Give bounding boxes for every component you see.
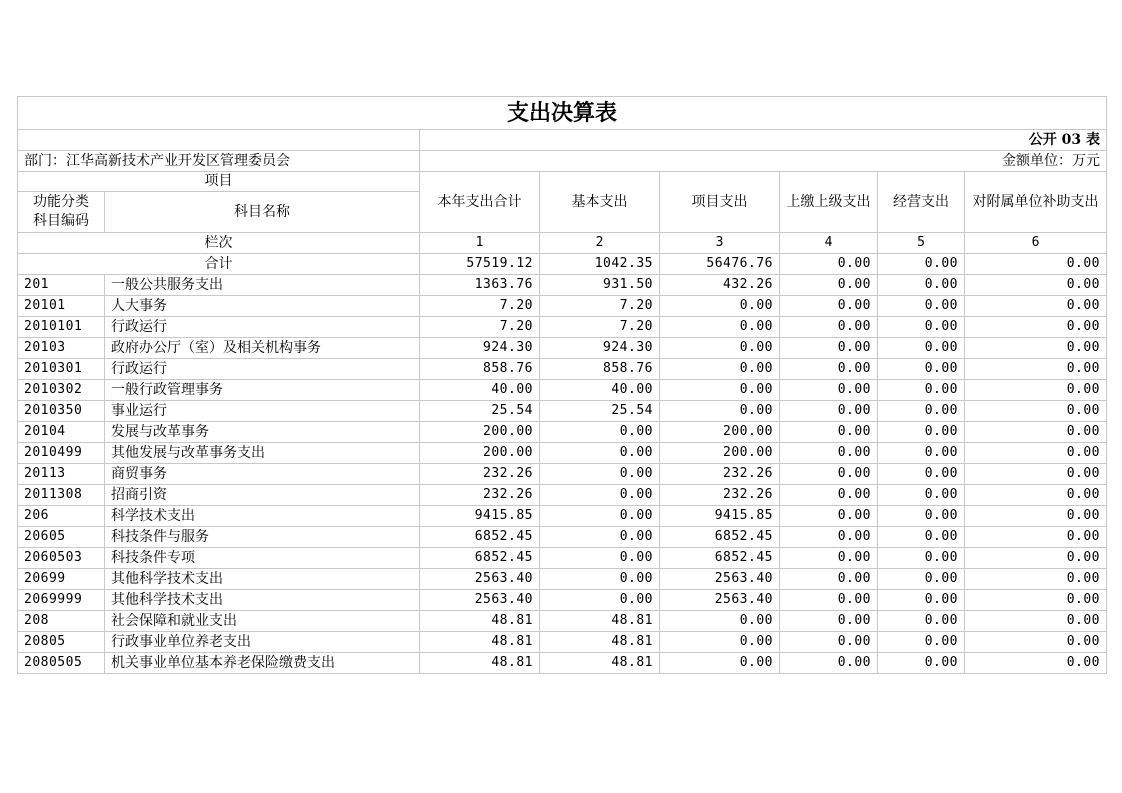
total-row (18, 254, 1107, 275)
col-header-remit-superior: 上缴上级支出 (780, 172, 878, 233)
row-value: 2563.40 (420, 569, 540, 590)
row-value: 0.00 (965, 380, 1107, 401)
row-value: 200.00 (660, 422, 780, 443)
row-code: 2010302 (18, 380, 105, 401)
row-value: 7.20 (540, 317, 660, 338)
department-label: 部门：江华高新技术产业开发区管理委员会 (18, 151, 420, 172)
row-value: 0.00 (780, 611, 878, 632)
row-value: 0.00 (780, 296, 878, 317)
table-row (18, 317, 1107, 338)
row-value: 48.81 (420, 632, 540, 653)
total-value: 56476.76 (660, 254, 780, 275)
row-value: 0.00 (878, 443, 965, 464)
table-row (18, 506, 1107, 527)
row-code: 20699 (18, 569, 105, 590)
row-value: 48.81 (420, 653, 540, 674)
seq-number: 1 (420, 233, 540, 254)
row-value: 0.00 (965, 548, 1107, 569)
row-value: 0.00 (965, 569, 1107, 590)
row-value: 7.20 (420, 317, 540, 338)
row-name: 其他科学技术支出 (105, 590, 420, 611)
row-name: 科学技术支出 (105, 506, 420, 527)
row-value: 40.00 (420, 380, 540, 401)
row-name: 招商引资 (105, 485, 420, 506)
code-header: 功能分类 科目编码 (18, 192, 105, 233)
row-value: 0.00 (878, 380, 965, 401)
table-row (18, 380, 1107, 401)
row-name: 一般行政管理事务 (105, 380, 420, 401)
row-value: 48.81 (540, 632, 660, 653)
row-value: 6852.45 (420, 548, 540, 569)
row-value: 0.00 (878, 401, 965, 422)
row-value: 0.00 (878, 569, 965, 590)
table-row (18, 611, 1107, 632)
row-name: 科技条件专项 (105, 548, 420, 569)
row-value: 0.00 (965, 443, 1107, 464)
table-row (18, 338, 1107, 359)
col-header-project: 项目支出 (660, 172, 780, 233)
doc-number: 公开 03 表 (420, 130, 1107, 151)
total-value: 1042.35 (540, 254, 660, 275)
row-code: 2069999 (18, 590, 105, 611)
row-value: 6852.45 (420, 527, 540, 548)
table-row (18, 401, 1107, 422)
row-value: 0.00 (780, 401, 878, 422)
row-value: 0.00 (540, 569, 660, 590)
row-value: 0.00 (878, 317, 965, 338)
row-value: 2563.40 (660, 569, 780, 590)
total-label: 合计 (18, 254, 420, 275)
row-value: 6852.45 (660, 527, 780, 548)
total-value: 0.00 (878, 254, 965, 275)
row-name: 政府办公厅（室）及相关机构事务 (105, 338, 420, 359)
table-title: 支出决算表 (18, 97, 1107, 130)
row-value: 0.00 (878, 611, 965, 632)
row-value: 0.00 (878, 590, 965, 611)
col-header-basic: 基本支出 (540, 172, 660, 233)
row-code: 20103 (18, 338, 105, 359)
row-code: 206 (18, 506, 105, 527)
row-value: 0.00 (878, 485, 965, 506)
expenditure-table (17, 96, 1107, 674)
row-value: 0.00 (780, 317, 878, 338)
row-name: 其他发展与改革事务支出 (105, 443, 420, 464)
row-name: 机关事业单位基本养老保险缴费支出 (105, 653, 420, 674)
row-value: 931.50 (540, 275, 660, 296)
row-value: 0.00 (540, 464, 660, 485)
row-value: 232.26 (660, 464, 780, 485)
row-value: 7.20 (540, 296, 660, 317)
row-code: 20101 (18, 296, 105, 317)
row-value: 0.00 (540, 443, 660, 464)
row-value: 0.00 (965, 275, 1107, 296)
row-value: 0.00 (878, 275, 965, 296)
row-code: 2010301 (18, 359, 105, 380)
row-value: 2563.40 (420, 590, 540, 611)
row-value: 0.00 (540, 506, 660, 527)
row-value: 0.00 (780, 422, 878, 443)
row-value: 0.00 (965, 506, 1107, 527)
row-name: 行政运行 (105, 359, 420, 380)
row-value: 0.00 (965, 611, 1107, 632)
row-value: 48.81 (540, 653, 660, 674)
row-value: 0.00 (780, 590, 878, 611)
row-name: 发展与改革事务 (105, 422, 420, 443)
row-value: 232.26 (420, 485, 540, 506)
row-value: 0.00 (965, 464, 1107, 485)
row-value: 432.26 (660, 275, 780, 296)
row-name: 行政事业单位养老支出 (105, 632, 420, 653)
row-name: 科技条件与服务 (105, 527, 420, 548)
row-value: 0.00 (878, 653, 965, 674)
row-value: 0.00 (660, 338, 780, 359)
row-name: 行政运行 (105, 317, 420, 338)
seq-number: 3 (660, 233, 780, 254)
table-row (18, 632, 1107, 653)
table-row (18, 422, 1107, 443)
row-code: 2010101 (18, 317, 105, 338)
row-value: 0.00 (965, 422, 1107, 443)
row-value: 0.00 (965, 485, 1107, 506)
row-code: 2060503 (18, 548, 105, 569)
row-value: 0.00 (780, 338, 878, 359)
row-value: 0.00 (780, 485, 878, 506)
table-row (18, 464, 1107, 485)
row-name: 一般公共服务支出 (105, 275, 420, 296)
row-value: 200.00 (660, 443, 780, 464)
row-value: 0.00 (780, 653, 878, 674)
row-value: 0.00 (540, 527, 660, 548)
total-value: 57519.12 (420, 254, 540, 275)
row-name: 事业运行 (105, 401, 420, 422)
row-code: 20104 (18, 422, 105, 443)
total-value: 0.00 (965, 254, 1107, 275)
row-value: 0.00 (878, 632, 965, 653)
row-value: 0.00 (660, 296, 780, 317)
table-row (18, 548, 1107, 569)
row-value: 0.00 (878, 548, 965, 569)
row-value: 0.00 (780, 275, 878, 296)
row-value: 2563.40 (660, 590, 780, 611)
table-row (18, 569, 1107, 590)
row-code: 2080505 (18, 653, 105, 674)
row-value: 0.00 (965, 317, 1107, 338)
row-value: 0.00 (540, 485, 660, 506)
row-value: 0.00 (660, 380, 780, 401)
row-value: 858.76 (540, 359, 660, 380)
table-row (18, 296, 1107, 317)
row-value: 0.00 (965, 590, 1107, 611)
amount-unit: 金额单位：万元 (420, 151, 1107, 172)
row-code: 2010499 (18, 443, 105, 464)
table-row (18, 590, 1107, 611)
row-code: 2011308 (18, 485, 105, 506)
row-value: 0.00 (660, 611, 780, 632)
row-value: 0.00 (878, 338, 965, 359)
row-value: 924.30 (540, 338, 660, 359)
row-value: 0.00 (878, 464, 965, 485)
row-value: 0.00 (540, 548, 660, 569)
row-value: 0.00 (780, 548, 878, 569)
seq-number: 4 (780, 233, 878, 254)
row-value: 7.20 (420, 296, 540, 317)
row-code: 20805 (18, 632, 105, 653)
table-row (18, 485, 1107, 506)
name-header: 科目名称 (105, 192, 420, 233)
row-value: 200.00 (420, 422, 540, 443)
row-value: 0.00 (965, 632, 1107, 653)
row-value: 0.00 (780, 506, 878, 527)
row-value: 0.00 (878, 422, 965, 443)
row-value: 0.00 (540, 590, 660, 611)
col-header-subsidy: 对附属单位补助支出 (965, 172, 1107, 233)
row-value: 25.54 (420, 401, 540, 422)
row-value: 0.00 (965, 296, 1107, 317)
table-row (18, 275, 1107, 296)
table-row (18, 359, 1107, 380)
row-value: 924.30 (420, 338, 540, 359)
seq-number: 6 (965, 233, 1107, 254)
row-value: 0.00 (878, 527, 965, 548)
row-value: 0.00 (965, 401, 1107, 422)
table-row (18, 443, 1107, 464)
row-code: 2010350 (18, 401, 105, 422)
row-value: 0.00 (660, 317, 780, 338)
row-value: 0.00 (780, 527, 878, 548)
row-value: 0.00 (780, 359, 878, 380)
row-value: 200.00 (420, 443, 540, 464)
row-value: 0.00 (780, 569, 878, 590)
total-value: 0.00 (780, 254, 878, 275)
row-name: 人大事务 (105, 296, 420, 317)
row-value: 25.54 (540, 401, 660, 422)
row-value: 0.00 (780, 380, 878, 401)
row-value: 0.00 (965, 527, 1107, 548)
row-value: 0.00 (540, 422, 660, 443)
row-value: 0.00 (780, 464, 878, 485)
row-value: 40.00 (540, 380, 660, 401)
row-value: 0.00 (965, 359, 1107, 380)
row-code: 20113 (18, 464, 105, 485)
row-value: 0.00 (878, 359, 965, 380)
col-header-total: 本年支出合计 (420, 172, 540, 233)
seq-number: 2 (540, 233, 660, 254)
row-value: 0.00 (965, 338, 1107, 359)
row-value: 0.00 (878, 296, 965, 317)
row-value: 232.26 (660, 485, 780, 506)
row-value: 0.00 (660, 632, 780, 653)
row-value: 9415.85 (420, 506, 540, 527)
row-value: 0.00 (660, 359, 780, 380)
row-code: 20605 (18, 527, 105, 548)
row-name: 其他科学技术支出 (105, 569, 420, 590)
seq-number: 5 (878, 233, 965, 254)
row-value: 0.00 (878, 506, 965, 527)
row-value: 0.00 (780, 443, 878, 464)
row-code: 208 (18, 611, 105, 632)
row-value: 48.81 (540, 611, 660, 632)
row-name: 商贸事务 (105, 464, 420, 485)
row-value: 0.00 (660, 401, 780, 422)
row-value: 1363.76 (420, 275, 540, 296)
row-value: 232.26 (420, 464, 540, 485)
col-header-business: 经营支出 (878, 172, 965, 233)
row-code: 201 (18, 275, 105, 296)
row-value: 0.00 (965, 653, 1107, 674)
blank-cell (18, 130, 420, 151)
seq-label: 栏次 (18, 233, 420, 254)
row-value: 858.76 (420, 359, 540, 380)
row-value: 0.00 (660, 653, 780, 674)
table-row (18, 527, 1107, 548)
item-header: 项目 (18, 172, 420, 192)
row-name: 社会保障和就业支出 (105, 611, 420, 632)
row-value: 6852.45 (660, 548, 780, 569)
table-row (18, 653, 1107, 674)
row-value: 0.00 (780, 632, 878, 653)
row-value: 9415.85 (660, 506, 780, 527)
row-value: 48.81 (420, 611, 540, 632)
